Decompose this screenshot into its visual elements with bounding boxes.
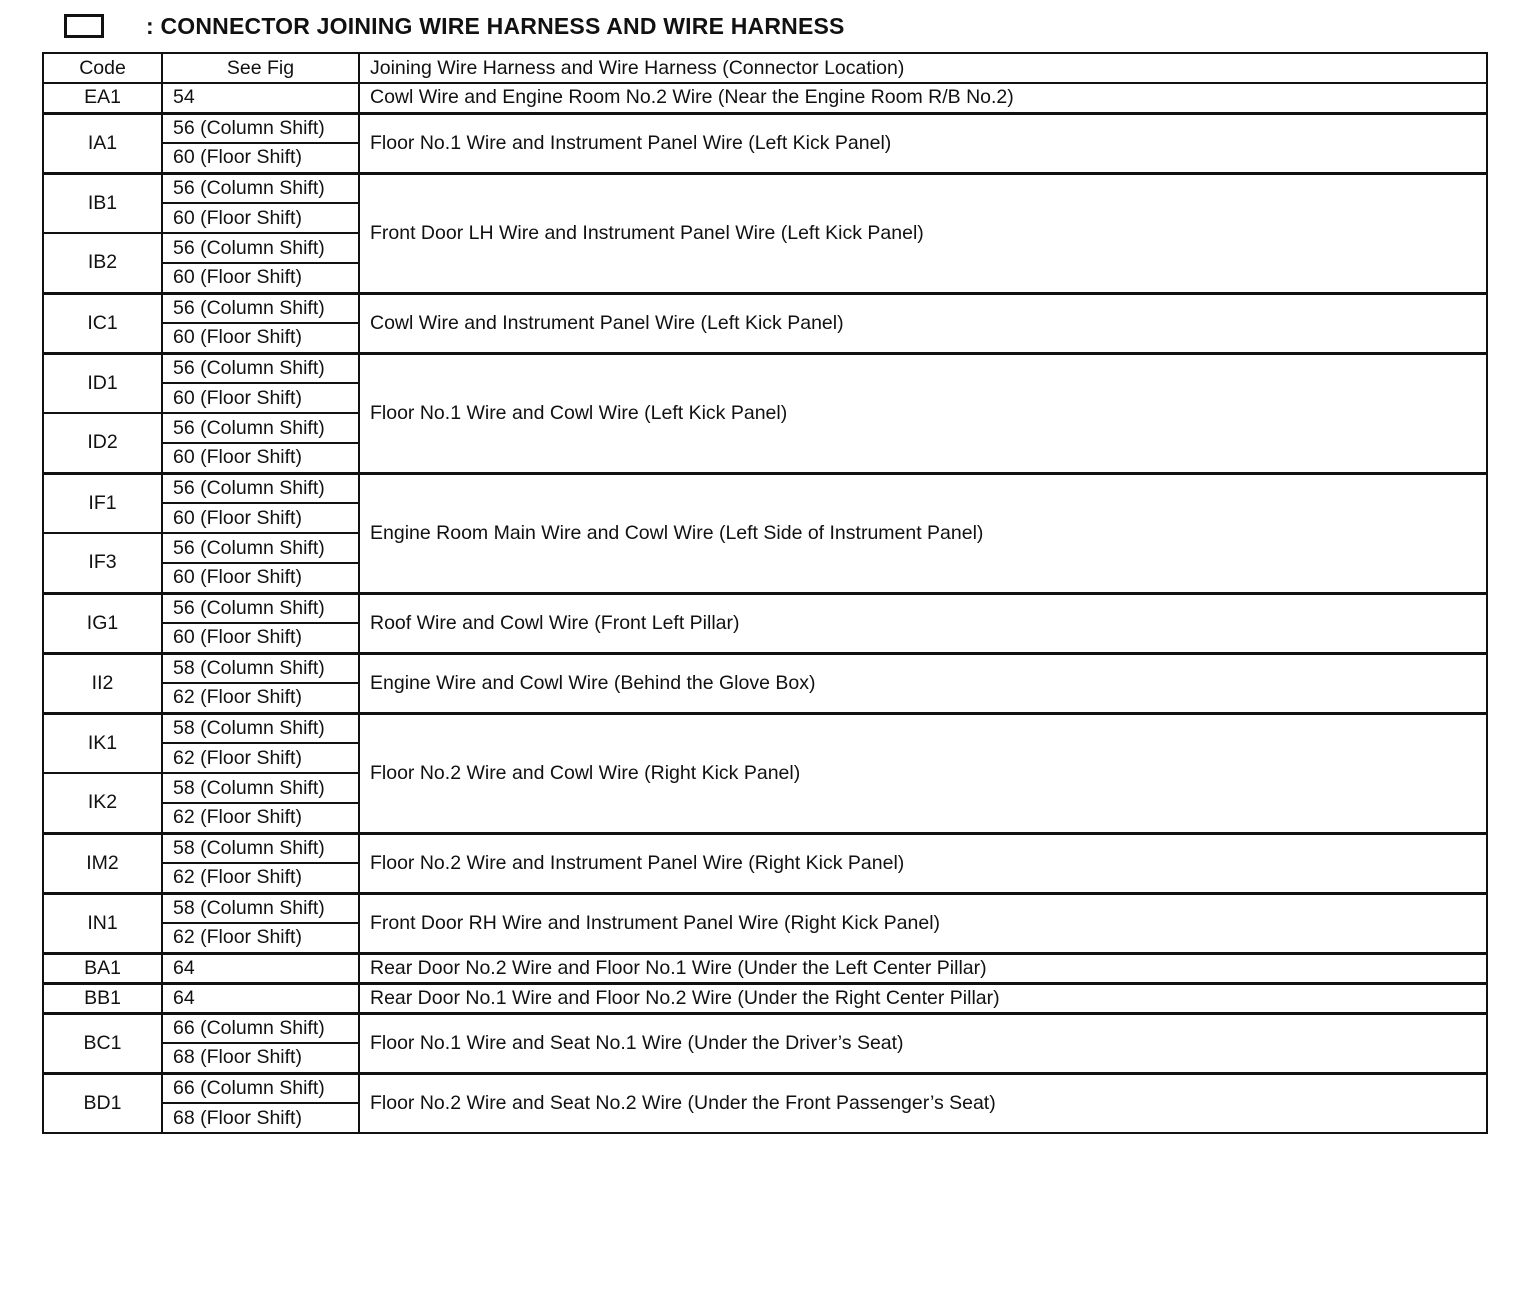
see-fig-cell: 68 (Floor Shift) (162, 1043, 359, 1073)
code-cell: IN1 (43, 893, 162, 953)
see-fig-cell: 68 (Floor Shift) (162, 1103, 359, 1133)
table-row (43, 1013, 1487, 1043)
table-row (43, 983, 1487, 1013)
connector-table (42, 52, 1488, 1134)
rectangle-connector-symbol-icon (64, 14, 104, 38)
column-header-description: Joining Wire Harness and Wire Harness (Connector Location) (359, 53, 1487, 83)
location-description-cell: Rear Door No.2 Wire and Floor No.1 Wire (Under the Left Center Pillar) (359, 953, 1487, 983)
column-header-see-fig: See Fig (162, 53, 359, 83)
location-description-cell: Front Door RH Wire and Instrument Panel Wire (Right Kick Panel) (359, 893, 1487, 953)
location-description-cell: Floor No.1 Wire and Instrument Panel Wire (Left Kick Panel) (359, 113, 1487, 173)
location-description-cell: Floor No.1 Wire and Cowl Wire (Left Kick Panel) (359, 353, 1487, 473)
see-fig-cell: 58 (Column Shift) (162, 653, 359, 683)
see-fig-cell: 60 (Floor Shift) (162, 503, 359, 533)
see-fig-cell: 60 (Floor Shift) (162, 563, 359, 593)
location-description-cell: Front Door LH Wire and Instrument Panel Wire (Left Kick Panel) (359, 173, 1487, 293)
location-description-cell: Floor No.2 Wire and Cowl Wire (Right Kick Panel) (359, 713, 1487, 833)
table-row (43, 293, 1487, 323)
table-row (43, 953, 1487, 983)
code-cell: IB1 (43, 173, 162, 233)
table-body (43, 83, 1487, 1133)
see-fig-cell: 56 (Column Shift) (162, 233, 359, 263)
see-fig-cell: 58 (Column Shift) (162, 833, 359, 863)
code-cell: IM2 (43, 833, 162, 893)
page-header (64, 10, 845, 42)
see-fig-cell: 56 (Column Shift) (162, 533, 359, 563)
code-cell: IK2 (43, 773, 162, 833)
table-row (43, 353, 1487, 383)
table-row (43, 1073, 1487, 1103)
see-fig-cell: 62 (Floor Shift) (162, 863, 359, 893)
see-fig-cell: 62 (Floor Shift) (162, 803, 359, 833)
location-description-cell: Engine Room Main Wire and Cowl Wire (Left Side of Instrument Panel) (359, 473, 1487, 593)
see-fig-cell: 56 (Column Shift) (162, 293, 359, 323)
code-cell: IF3 (43, 533, 162, 593)
location-description-cell: Floor No.1 Wire and Seat No.1 Wire (Under the Driver’s Seat) (359, 1013, 1487, 1073)
see-fig-cell: 54 (162, 83, 359, 113)
see-fig-cell: 60 (Floor Shift) (162, 323, 359, 353)
table-row (43, 83, 1487, 113)
see-fig-cell: 56 (Column Shift) (162, 473, 359, 503)
see-fig-cell: 60 (Floor Shift) (162, 443, 359, 473)
see-fig-cell: 60 (Floor Shift) (162, 143, 359, 173)
see-fig-cell: 58 (Column Shift) (162, 713, 359, 743)
see-fig-cell: 64 (162, 983, 359, 1013)
table-row (43, 593, 1487, 623)
code-cell: ID2 (43, 413, 162, 473)
code-cell: IC1 (43, 293, 162, 353)
code-cell: ID1 (43, 353, 162, 413)
code-cell: EA1 (43, 83, 162, 113)
see-fig-cell: 60 (Floor Shift) (162, 623, 359, 653)
see-fig-cell: 60 (Floor Shift) (162, 383, 359, 413)
see-fig-cell: 62 (Floor Shift) (162, 683, 359, 713)
table-row (43, 653, 1487, 683)
code-cell: BB1 (43, 983, 162, 1013)
code-cell: IA1 (43, 113, 162, 173)
see-fig-cell: 56 (Column Shift) (162, 173, 359, 203)
location-description-cell: Roof Wire and Cowl Wire (Front Left Pillar) (359, 593, 1487, 653)
location-description-cell: Rear Door No.1 Wire and Floor No.2 Wire (Under the Right Center Pillar) (359, 983, 1487, 1013)
code-cell: IG1 (43, 593, 162, 653)
table-row (43, 893, 1487, 923)
location-description-cell: Floor No.2 Wire and Instrument Panel Wire (Right Kick Panel) (359, 833, 1487, 893)
table-row (43, 113, 1487, 143)
see-fig-cell: 56 (Column Shift) (162, 353, 359, 383)
see-fig-cell: 56 (Column Shift) (162, 593, 359, 623)
code-cell: BA1 (43, 953, 162, 983)
code-cell: BC1 (43, 1013, 162, 1073)
see-fig-cell: 66 (Column Shift) (162, 1073, 359, 1103)
page-title: : CONNECTOR JOINING WIRE HARNESS AND WIRE HARNESS (146, 12, 845, 39)
table-row (43, 713, 1487, 743)
code-cell: II2 (43, 653, 162, 713)
location-description-cell: Floor No.2 Wire and Seat No.2 Wire (Under the Front Passenger’s Seat) (359, 1073, 1487, 1133)
code-cell: IB2 (43, 233, 162, 293)
code-cell: BD1 (43, 1073, 162, 1133)
see-fig-cell: 64 (162, 953, 359, 983)
location-description-cell: Cowl Wire and Instrument Panel Wire (Left Kick Panel) (359, 293, 1487, 353)
code-cell: IK1 (43, 713, 162, 773)
see-fig-cell: 60 (Floor Shift) (162, 263, 359, 293)
see-fig-cell: 58 (Column Shift) (162, 893, 359, 923)
see-fig-cell: 62 (Floor Shift) (162, 923, 359, 953)
column-header-code: Code (43, 53, 162, 83)
location-description-cell: Engine Wire and Cowl Wire (Behind the Glove Box) (359, 653, 1487, 713)
see-fig-cell: 60 (Floor Shift) (162, 203, 359, 233)
location-description-cell: Cowl Wire and Engine Room No.2 Wire (Near the Engine Room R/B No.2) (359, 83, 1487, 113)
table-row (43, 173, 1487, 203)
table-header-row (43, 53, 1487, 83)
table-row (43, 473, 1487, 503)
see-fig-cell: 66 (Column Shift) (162, 1013, 359, 1043)
table-row (43, 833, 1487, 863)
see-fig-cell: 58 (Column Shift) (162, 773, 359, 803)
see-fig-cell: 62 (Floor Shift) (162, 743, 359, 773)
code-cell: IF1 (43, 473, 162, 533)
see-fig-cell: 56 (Column Shift) (162, 113, 359, 143)
see-fig-cell: 56 (Column Shift) (162, 413, 359, 443)
